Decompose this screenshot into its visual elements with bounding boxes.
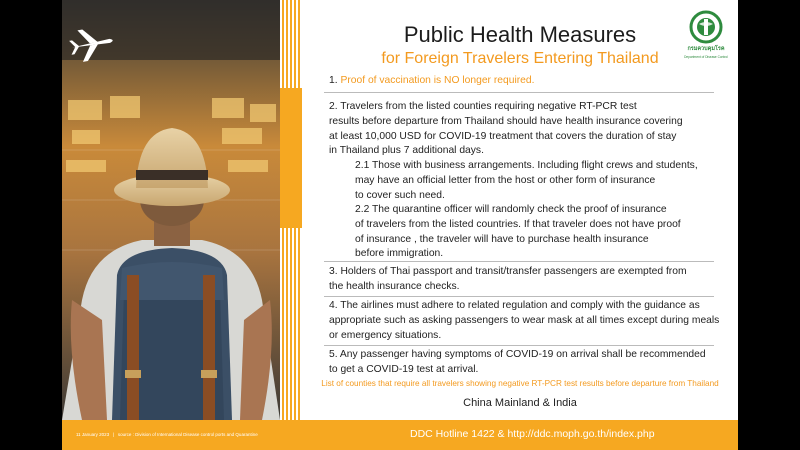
list-item bbox=[329, 265, 687, 295]
item-text: in Thailand plus 7 additional days. bbox=[329, 145, 484, 157]
item-text: The airlines must adhere to related regulation and comply with the guidance as bbox=[340, 300, 700, 311]
footer-bar bbox=[62, 420, 738, 450]
divider bbox=[324, 261, 714, 262]
item-text: Travelers from the listed counties requiring negative RT-PCR test bbox=[340, 101, 637, 112]
logo-text-th: กรมควบคุมโรค bbox=[687, 46, 725, 52]
item-text: Those with business arrangements. Including flight crews and students, bbox=[372, 160, 698, 171]
divider bbox=[324, 345, 714, 346]
countries-note: List of counties that require all travelers showing negative RT-PCR test results before departure from Thailand bbox=[321, 379, 719, 388]
item-text: The quarantine officer will randomly check the proof of insurance bbox=[372, 204, 667, 215]
item-number: 4. bbox=[329, 300, 338, 311]
item-text: to get a COVID-19 test at arrival. bbox=[329, 363, 479, 375]
hotline-link[interactable]: DDC Hotline 1422 & http://ddc.moph.go.th/index.php bbox=[410, 428, 655, 440]
countries-list: China Mainland & India bbox=[463, 397, 577, 409]
divider bbox=[324, 92, 714, 93]
right-border bbox=[738, 0, 800, 450]
item-text: of insurance , the traveler will have to purchase health insurance bbox=[355, 233, 649, 245]
ddc-logo bbox=[684, 10, 728, 66]
item-text: the health insurance checks. bbox=[329, 280, 460, 292]
footer-source: 11 January 2023 | source : Division of International Disease control ports and Quarantine bbox=[76, 432, 258, 437]
logo-text-en: Department of Disease Control bbox=[684, 55, 728, 59]
item-number: 5. bbox=[329, 349, 338, 360]
item-text: results before departure from Thailand should have health insurance covering bbox=[329, 115, 683, 127]
traveler-photo bbox=[62, 0, 280, 420]
content-card bbox=[302, 0, 738, 420]
item-text: Any passenger having symptoms of COVID-19 on arrival shall be recommended bbox=[339, 349, 706, 360]
page-title: Public Health Measures bbox=[403, 22, 637, 47]
item-text: at least 10,000 USD for COVID-19 treatment that covers the duration of stay bbox=[329, 130, 677, 142]
item-number: 1. bbox=[329, 75, 338, 86]
item-number: 2.1 bbox=[355, 160, 370, 171]
item-number: 2. bbox=[329, 101, 338, 112]
footer-source-text: source : Division of International Disease control ports and Quarantine bbox=[117, 432, 258, 437]
item-text: Holders of Thai passport and transit/transfer passengers are exempted from bbox=[340, 266, 687, 277]
item-text: of travelers from the listed countries. If that traveler does not have proof bbox=[355, 218, 681, 230]
page-subtitle: for Foreign Travelers Entering Thailand bbox=[381, 50, 659, 67]
footer-date: 11 January 2023 bbox=[76, 432, 110, 437]
item-text: before immigration. bbox=[355, 248, 444, 260]
item-text: appropriate such as asking passengers to wear mask at all times except during meals bbox=[329, 314, 720, 326]
item-number: 3. bbox=[329, 266, 338, 277]
item-text: to cover such need. bbox=[355, 189, 445, 201]
left-border bbox=[0, 0, 62, 450]
list-item bbox=[329, 100, 683, 159]
list-item bbox=[329, 74, 535, 89]
item-text: or emergency situations. bbox=[329, 329, 442, 341]
item-number: 2.2 bbox=[355, 204, 370, 215]
orange-accent-block bbox=[280, 88, 302, 228]
divider bbox=[324, 296, 714, 297]
item-text: Proof of vaccination is NO longer required. bbox=[340, 75, 535, 86]
list-item bbox=[329, 299, 719, 343]
list-item bbox=[355, 159, 698, 203]
item-text: may have an official letter from the host or other form of insurance bbox=[355, 174, 656, 186]
list-item bbox=[355, 203, 681, 262]
list-item bbox=[329, 348, 706, 378]
